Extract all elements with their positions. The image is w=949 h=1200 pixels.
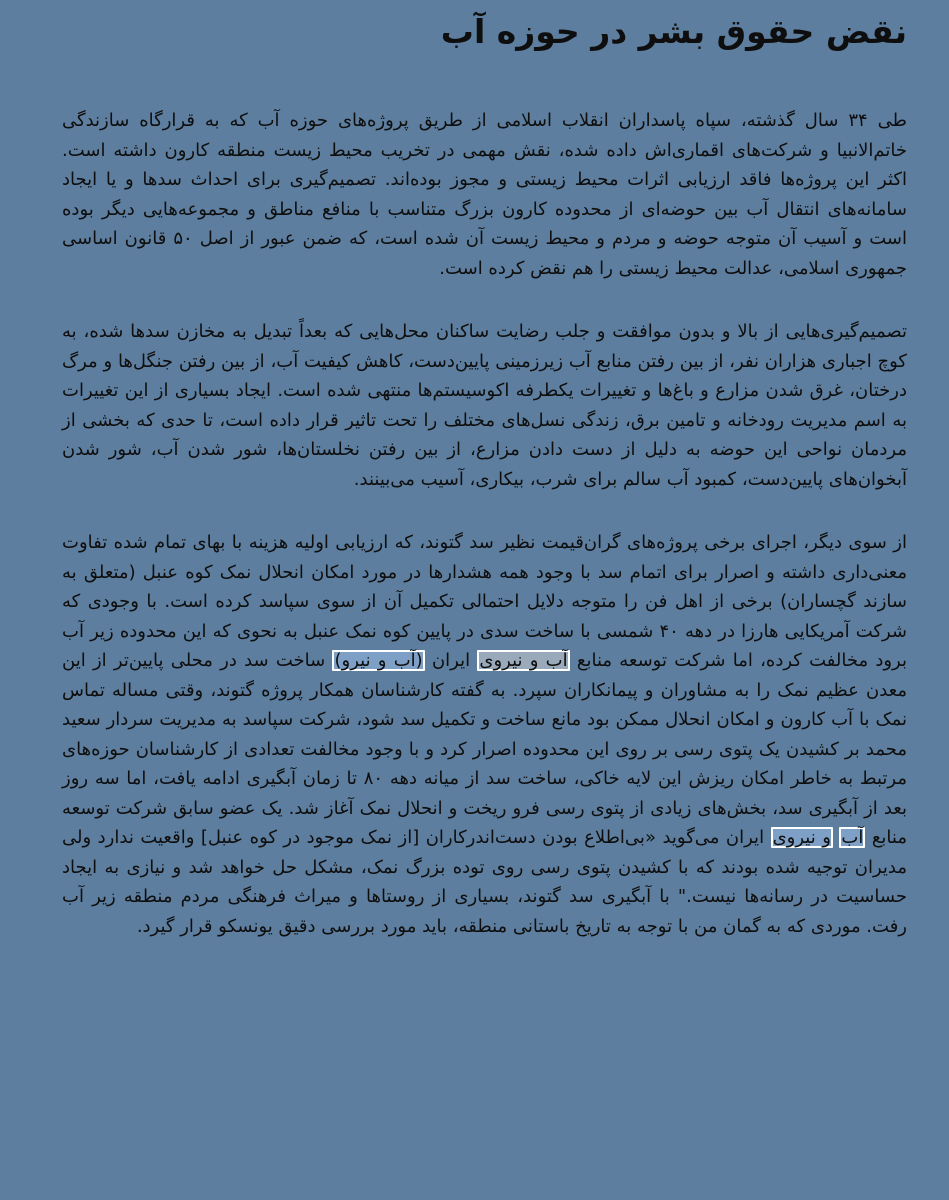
article-title: نقض حقوق بشر در حوزه آب bbox=[440, 12, 907, 51]
paragraph-3-text: ساخت سد در محلی پایین‌تر از این معدن عظیم نمک را به مشاوران و پیمانکاران سپرد. به گفته کارشناسان همکار پروژه گتوند، وقتی مساله تماس نمک با آب کارون و امکان انحلال ممکن بود مانع ساخت و تکمیل سد شود، شرکت سپاسد به مدیریت سردار سعید محمد بر کشیدن یک پتوی رسی بر روی این محدوده اصرار کرد و با وجود مخالفت تعدادی از کارشناسان حوزه‌های مرتبط به خاطر امکان ریزش این لایه خاکی، ساخت سد از میانه دهه ۸۰ تا زمان آبگیری ادامه یافت، اما سه روز بعد از آبگیری سد، بخش‌های زیادی از پتوی رسی فرو ریخت و انحلال نمک آغاز شد. یک عضو سابق شرکت توسعه منابع bbox=[62, 650, 907, 848]
paragraph-2: تصمیم‌گیری‌هایی از بالا و بدون موافقت و جلب رضایت ساکنان محل‌هایی که بعداً تبدیل به مخازن سدها شده، به کوچ اجباری هزاران نفر، از بین رفتن منابع آب زیرزمینی پایین‌دست، کاهش کیفیت آب، از بین رفتن جنگل‌ها و مرگ درختان، غرق شدن مزارع و باغ‌ها و تغییرات یکطرفه اکوسیستم‌ها منتهی شده است. ایجاد بسیاری از این تغییرات به اسم مدیریت رودخانه و تامین برق، زندگی نسل‌های مختلف را تحت تاثیر قرار داده است، تا حدی که بخشی از مردمان نواحی این حوضه به دلیل از دست دادن مزارع، از بین رفتن نخلستان‌ها، شور شدن آب، شور شدن آبخوان‌های پایین‌دست، کمبود آب سالم برای شرب، بیکاری، آسیب می‌بینند. bbox=[62, 321, 907, 490]
paragraph-1: طی ۳۴ سال گذشته، سپاه پاسداران انقلاب اسلامی از طریق پروژه‌های حوزه آب که به قرارگاه سازندگی خاتم‌الانبیا و شرکت‌های اقماری‌اش داده شده، نقش مهمی در تخریب محیط زیست منطقه کارون داشته است. اکثر این پروژه‌ها فاقد ارزیابی اثرات محیط زیستی و مجوز بوده‌اند. تصمیم‌گیری برای احداث سدها و یا ایجاد سامانه‌های انتقال آب بین حوضه‌ای از محدوده کارون بزرگ متناسب با منافع مناطق و مجموعه‌هایی دیگر بوده است و آسیب آن متوجه حوضه و مردم و محیط زیست آن شده است، که ضمن عبور از اصل ۵۰ قانون اساسی جمهوری اسلامی، عدالت محیط زیستی را هم نقض کرده است. bbox=[62, 110, 907, 279]
paragraph-3-text: ایران bbox=[424, 650, 478, 671]
highlight-and-power[interactable]: و نیروی bbox=[772, 827, 831, 848]
highlight-water[interactable]: آب bbox=[841, 827, 864, 848]
paragraph-3 bbox=[62, 528, 907, 941]
paragraph-3-text: ایران می‌گوید «بی‌اطلاع بودن دست‌اندرکاران [از نمک موجود در کوه عنبل] واقعیت ندارد ولی مدیران توجیه شده بودند که با کشیدن پتوی رسی روی توده بزرگ نمک، مشکل حل خواهد شد و نیازی به ایجاد حساسیت در رسانه‌ها نیست." با آبگیری سد گتوند، بسیاری از روستاها و میراث فرهنگی مردم منطقه زیر آب رفت. موردی که به گمان من با توجه به تاریخ باستانی منطقه، باید مورد بررسی دقیق یونسکو قرار گیرد. bbox=[62, 827, 907, 937]
highlight-water-power-2[interactable]: (آب و نیرو) bbox=[334, 650, 423, 671]
paragraph-3-text: از سوی دیگر، اجرای برخی پروژه‌های گران‌قیمت نظیر سد گتوند، که ارزیابی اولیه هزینه با بهای تمام شده تفاوت معنی‌داری داشته و اصرار برای اتمام سد با وجود همه هشدارها در مورد امکان انحلال نمک کوه عنبل (متعلق به سازند گچساران) برخی از اهل فن را متوجه دلایل احتمالی تکمیل آن از سوی سپاسد کرده است. با وجودی که شرکت آمریکایی هارزا در دهه ۴۰ شمسی با ساخت سدی در پایین کوه نمک عنبل به نحوی که این محدوده زیر آب برود مخالفت کرده، اما شرکت توسعه منابع bbox=[62, 532, 907, 671]
highlight-water-power-1[interactable]: آب و نیروی bbox=[479, 650, 568, 671]
